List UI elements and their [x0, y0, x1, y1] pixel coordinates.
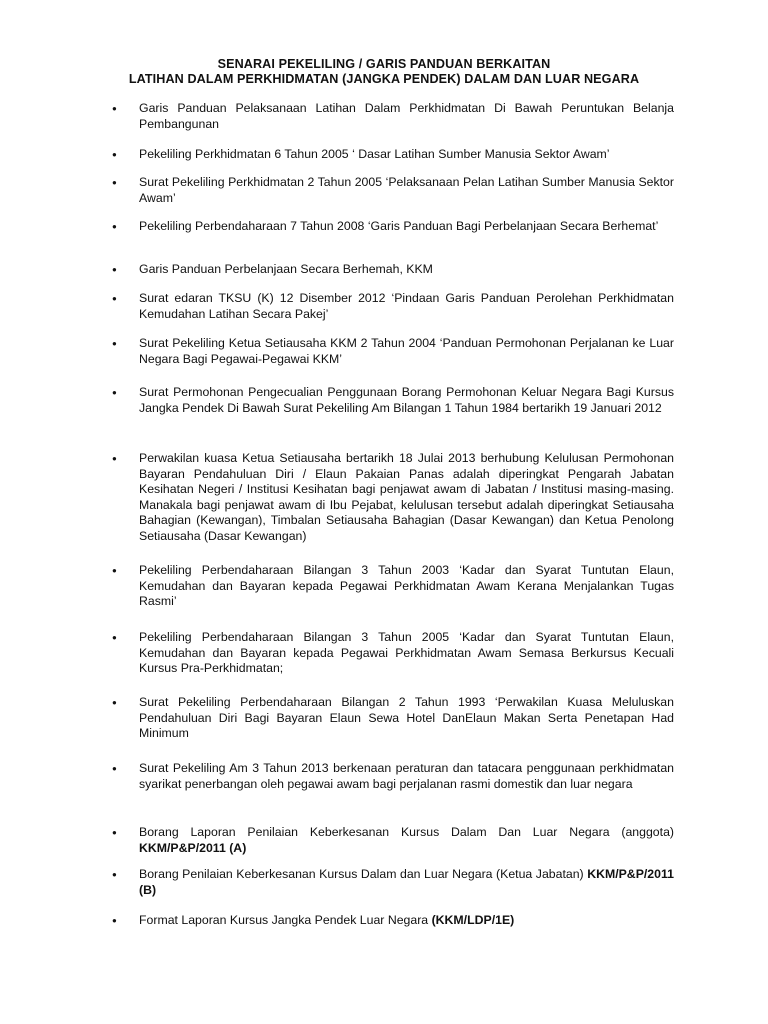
list-item-text: Surat Pekeliling Perkhidmatan 2 Tahun 2005 ‘Pelaksanaan Pelan Latihan Sumber Manusia Sektor Awam’ [139, 175, 674, 205]
bullet-icon: ● [112, 916, 117, 925]
list-item-label: Borang Laporan Penilaian Keberkesanan Kursus Dalam Dan Luar Negara (anggota) [139, 825, 674, 839]
bullet-icon: ● [112, 828, 117, 837]
list-item-text: Pekeliling Perbendaharaan Bilangan 3 Tahun 2005 ‘Kadar dan Syarat Tuntutan Elaun, Kemudahan dan Bayaran kepada Pegawai Perkhidmatan Awam Semasa Berkursus Kecuali Kursus Pra-Perkhidmatan; [139, 630, 674, 675]
bullet-icon: ● [112, 764, 117, 773]
list-item-text: Pekeliling Perkhidmatan 6 Tahun 2005 ‘ Dasar Latihan Sumber Manusia Sektor Awam’ [139, 147, 610, 161]
list-item [112, 262, 674, 278]
title-line-2: LATIHAN DALAM PERKHIDMATAN (JANGKA PENDEK) DALAM DAN LUAR NEGARA [128, 72, 640, 86]
bullet-icon: ● [112, 294, 117, 303]
list-item [112, 147, 674, 163]
list-item [112, 219, 674, 235]
bullet-icon: ● [112, 454, 117, 463]
bullet-icon: ● [112, 698, 117, 707]
bullet-icon: ● [112, 870, 117, 879]
list-item [112, 867, 674, 898]
list-item-text: Surat Pekeliling Perbendaharaan Bilangan 2 Tahun 1993 ‘Perwakilan Kuasa Meluluskan Pendahuluan Diri Bagi Bayaran Elaun Sewa Hotel DanElaun Makan Serta Penetapan Had Minimum [139, 695, 674, 740]
list-item-text: Garis Panduan Pelaksanaan Latihan Dalam Perkhidmatan Di Bawah Peruntukan Belanja Pembangunan [139, 101, 674, 131]
bullet-icon: ● [112, 633, 117, 642]
bullet-icon: ● [112, 566, 117, 575]
title-line-1: SENARAI PEKELILING / GARIS PANDUAN BERKAITAN [217, 57, 551, 71]
list-item-text: Surat Permohonan Pengecualian Penggunaan Borang Permohonan Keluar Negara Bagi Kursus Jangka Pendek Di Bawah Surat Pekeliling Am Bilangan 1 Tahun 1984 bertarikh 19 Januari 2012 [139, 385, 674, 415]
list-item [112, 913, 674, 929]
bullet-icon: ● [112, 339, 117, 348]
list-item-text: Perwakilan kuasa Ketua Setiausaha bertarikh 18 Julai 2013 berhubung Kelulusan Permohonan Bayaran Pendahuluan Diri / Elaun Pakaian Panas adalah diperingkat Pengarah Jabatan Kesihatan Negeri / Institusi Kesihatan bagi penjawat awam di Jabatan / Institusi masing-masing. Manakala bagi penjawat awam di Ibu Pejabat, kelulusan tersebut adalah diperingkat Setiausaha Bahagian (Kewangan), Timbalan Setiausaha Bahagian (Dasar Kewangan) dan Ketua Penolong Setiausaha (Dasar Kewangan) [139, 451, 674, 543]
list-item-text [139, 825, 674, 856]
bullet-icon: ● [112, 265, 117, 274]
bullet-icon: ● [112, 104, 117, 113]
list-item-text [139, 867, 674, 898]
bullet-icon: ● [112, 150, 117, 159]
list-item-text: Pekeliling Perbendaharaan Bilangan 3 Tahun 2003 ‘Kadar dan Syarat Tuntutan Elaun, Kemudahan dan Bayaran kepada Pegawai Perkhidmatan Awam Kerana Menjalankan Tugas Rasmi’ [139, 563, 674, 608]
list-item [112, 451, 674, 544]
list-item-text: Pekeliling Perbendaharaan 7 Tahun 2008 ‘Garis Panduan Bagi Perbelanjaan Secara Berhemat’ [139, 219, 659, 233]
list-item [112, 336, 674, 367]
form-code: KKM/P&P/2011 (B) [139, 867, 674, 897]
list-item [112, 630, 674, 677]
form-code: KKM/P&P/2011 (A) [139, 840, 247, 855]
list-item [112, 175, 674, 206]
list-item-label: Borang Penilaian Keberkesanan Kursus Dalam dan Luar Negara (Ketua Jabatan) [139, 867, 584, 881]
list-item-label: Format Laporan Kursus Jangka Pendek Luar Negara [139, 913, 429, 927]
list-item-text [139, 913, 674, 929]
list-item-text: Garis Panduan Perbelanjaan Secara Berhemah, KKM [139, 262, 433, 276]
form-code: (KKM/LDP/1E) [431, 913, 515, 927]
list-item-text: Surat Pekeliling Ketua Setiausaha KKM 2 Tahun 2004 ‘Panduan Permohonan Perjalanan ke Luar Negara Bagi Pegawai-Pegawai KKM’ [139, 336, 674, 366]
bullet-icon: ● [112, 222, 117, 231]
list-item [112, 825, 674, 856]
list-item [112, 101, 674, 132]
list-item-text: Surat Pekeliling Am 3 Tahun 2013 berkenaan peraturan dan tatacara penggunaan perkhidmatan syarikat penerbangan oleh pegawai awam bagi perjalanan rasmi domestik dan luar negara [139, 761, 674, 791]
list-item-text: Surat edaran TKSU (K) 12 Disember 2012 ‘Pindaan Garis Panduan Perolehan Perkhidmatan Kemudahan Latihan Secara Pakej’ [139, 291, 674, 321]
list-item [112, 695, 674, 742]
list-item [112, 385, 674, 416]
list-item [112, 291, 674, 322]
list-item [112, 761, 674, 792]
bullet-icon: ● [112, 388, 117, 397]
bullet-icon: ● [112, 178, 117, 187]
document-title [0, 57, 768, 87]
list-item [112, 563, 674, 610]
